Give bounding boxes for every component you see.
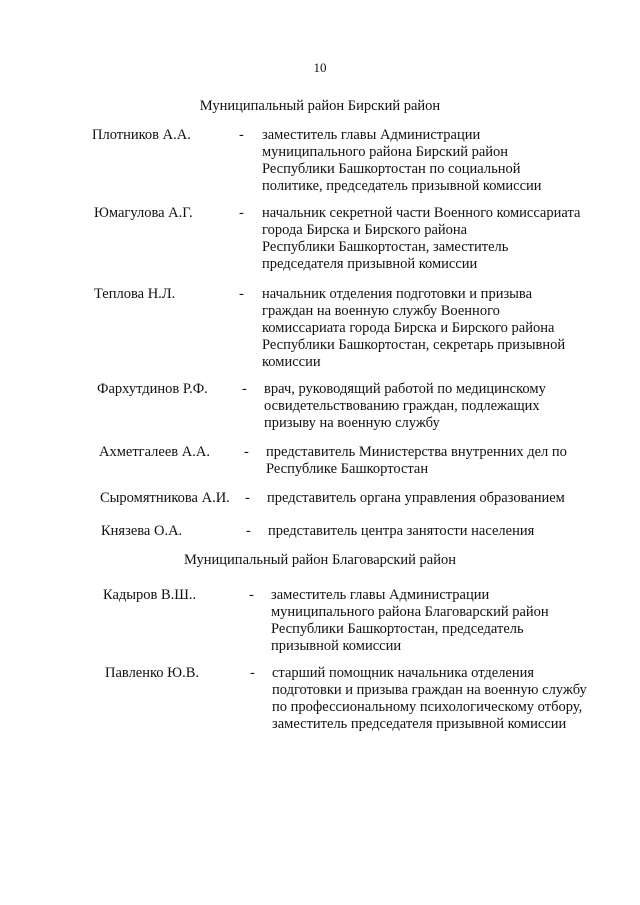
member-dash: -	[239, 286, 244, 302]
member-dash: -	[250, 665, 255, 681]
member-name: Юмагулова А.Г.	[94, 205, 193, 221]
section-title-blagovarsky: Муниципальный район Благоварский район	[183, 552, 457, 568]
member-description: представитель центра занятости населения	[268, 523, 535, 539]
member-description: врач, руководящий работой по медицинскому освидетельствованию граждан, подлежащих призыву на военную службу	[264, 381, 546, 431]
member-description: начальник отделения подготовки и призыва граждан на военную службу Военного комиссариата города Бирска и Бирского района Республики Башкортостан, секретарь призывной комиссии	[262, 286, 566, 370]
member-name: Князева О.А.	[101, 523, 183, 539]
member-name: Кадыров В.Ш..	[103, 587, 197, 603]
member-dash: -	[249, 587, 254, 603]
member-name: Ахметгалеев А.А.	[99, 444, 210, 460]
member-name: Павленко Ю.В.	[105, 665, 200, 681]
member-dash: -	[244, 444, 249, 460]
section-title-birsky: Муниципальный район Бирский район	[199, 98, 441, 114]
member-description: заместитель главы Администрации муниципального района Бирский район Республики Башкортостан по социальной политике, председатель призывной комиссии	[262, 127, 542, 194]
page-number: 10	[313, 60, 327, 75]
member-name: Сыромятникова А.И.	[100, 490, 230, 506]
member-name: Теплова Н.Л.	[94, 286, 176, 302]
member-description: представитель Министерства внутренних дел по Республике Башкортостан	[266, 444, 567, 477]
member-dash: -	[239, 127, 244, 143]
member-name: Плотников А.А.	[92, 127, 191, 143]
member-description: заместитель главы Администрации муниципального района Благоварский район Республики Башкортостан, председатель призывной комиссии	[271, 587, 549, 654]
member-dash: -	[246, 523, 251, 539]
member-description: старший помощник начальника отделения подготовки и призыва граждан на военную службу по профессиональному психологическому отбору, заместитель председателя призывной комиссии	[272, 665, 587, 732]
member-description: представитель органа управления образованием	[267, 490, 565, 506]
member-dash: -	[242, 381, 247, 397]
member-description: начальник секретной части Военного комиссариата города Бирска и Бирского района Республики Башкортостан, заместитель председателя призывной комиссии	[262, 205, 581, 272]
member-dash: -	[239, 205, 244, 221]
member-dash: -	[245, 490, 250, 506]
member-name: Фархутдинов Р.Ф.	[97, 381, 208, 397]
